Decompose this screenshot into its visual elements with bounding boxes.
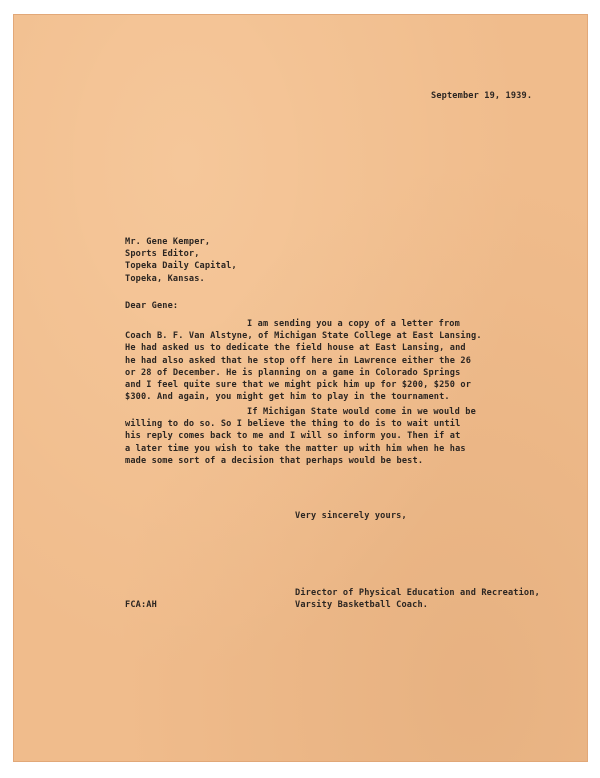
signature-block — [295, 587, 540, 611]
typist-initials: FCA:AH — [125, 600, 157, 610]
signature-line: Varsity Basketball Coach. — [295, 600, 429, 611]
paragraph-line: his reply comes back to me and I will so inform you. Then if at — [125, 431, 461, 442]
closing: Very sincerely yours, — [295, 511, 407, 521]
paragraph-line: and I feel quite sure that we might pick him up for $200, $250 or — [125, 380, 472, 391]
recipient-line: Mr. Gene Kemper, — [125, 237, 211, 247]
recipient-line: Topeka Daily Capital, — [125, 261, 237, 272]
recipient-address — [125, 236, 237, 285]
paragraph-line: a later time you wish to take the matter up with him when he has — [125, 443, 466, 454]
paragraph-line: he had also asked that he stop off here in Lawrence either the 26 — [125, 355, 472, 366]
paragraph-line: made some sort of a decision that perhaps would be best. — [125, 455, 424, 466]
paragraph-line: or 28 of December. He is planning on a game in Colorado Springs — [125, 367, 461, 378]
paragraph-line: He had asked us to dedicate the field house at East Lansing, and — [125, 343, 466, 354]
body-paragraph-2 — [125, 406, 476, 467]
letter-date: September 19, 1939. — [431, 91, 533, 101]
paragraph-line: If Michigan State would come in we would be — [247, 407, 476, 417]
salutation: Dear Gene: — [125, 301, 179, 311]
paragraph-line: $300. And again, you might get him to play in the tournament. — [125, 392, 450, 403]
paragraph-line: willing to do so. So I believe the thing to do is to wait until — [125, 419, 461, 430]
letter-page — [13, 14, 588, 762]
paragraph-line: Coach B. F. Van Alstyne, of Michigan State College at East Lansing. — [125, 331, 482, 342]
body-paragraph-1 — [125, 318, 482, 403]
paragraph-line: I am sending you a copy of a letter from — [247, 319, 460, 329]
recipient-line: Topeka, Kansas. — [125, 273, 205, 284]
signature-line: Director of Physical Education and Recreation, — [295, 588, 540, 598]
recipient-line: Sports Editor, — [125, 249, 200, 260]
